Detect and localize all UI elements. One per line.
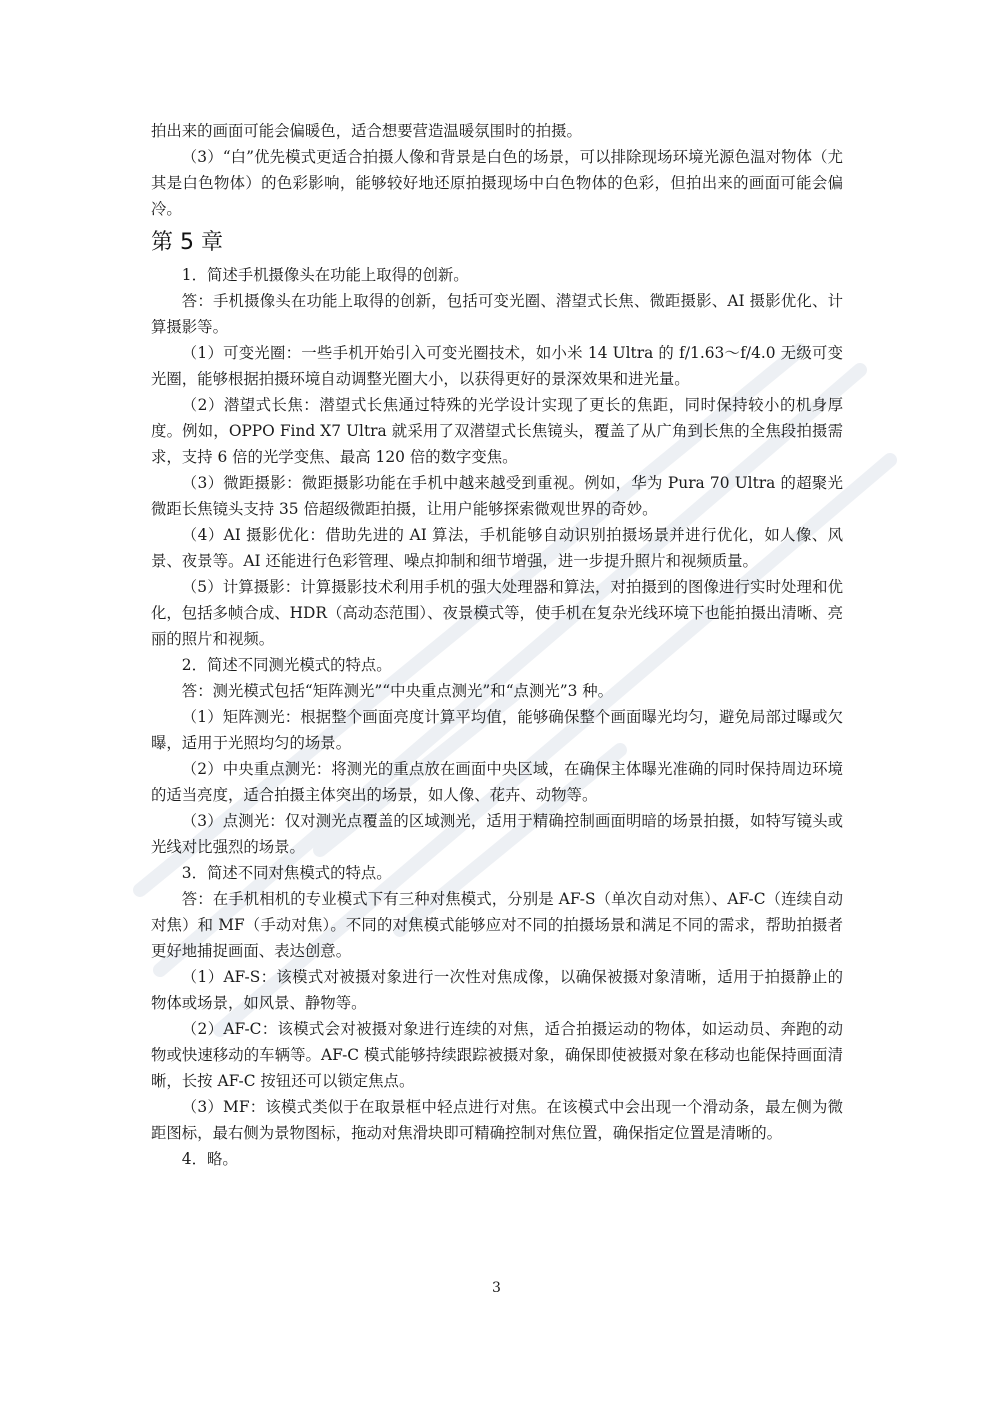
- page-number: 3: [492, 1280, 501, 1296]
- paragraph: （5）计算摄影：计算摄影技术利用手机的强大处理器和算法，对拍摄到的图像进行实时处理和优化，包括多帧合成、HDR（高动态范围）、夜景模式等，使手机在复杂光线环境下也能拍摄出清晰、亮丽的照片和视频。: [151, 578, 843, 648]
- paragraph: （3）MF：该模式类似于在取景框中轻点进行对焦。在该模式中会出现一个滑动条，最左侧为微距图标，最右侧为景物图标，拖动对焦滑块即可精确控制对焦位置，确保指定位置是清晰的。: [151, 1098, 843, 1142]
- question: 3．简述不同对焦模式的特点。: [181, 864, 392, 882]
- answer: 答：测光模式包括“矩阵测光”“中央重点测光”和“点测光”3 种。: [181, 682, 614, 700]
- question: 2．简述不同测光模式的特点。: [181, 656, 392, 674]
- answer: 答：手机摄像头在功能上取得的创新，包括可变光圈、潜望式长焦、微距摄影、AI 摄影优化、计算摄影等。: [151, 292, 843, 336]
- paragraph: （2）潜望式长焦：潜望式长焦通过特殊的光学设计实现了更长的焦距，同时保持较小的机身厚度。例如，OPPO Find X7 Ultra 就采用了双潜望式长焦镜头，覆盖了从广角到长焦的全焦段拍摄需求，支持 6 倍的光学变焦、最高 120 倍的数字变焦。: [151, 396, 843, 466]
- paragraph: （4）AI 摄影优化：借助先进的 AI 算法，手机能够自动识别拍摄场景并进行优化，如人像、风景、夜景等。AI 还能进行色彩管理、噪点抑制和细节增强，进一步提升照片和视频质量。: [151, 526, 843, 570]
- paragraph: （1）矩阵测光：根据整个画面亮度计算平均值，能够确保整个画面曝光均匀，避免局部过曝或欠曝，适用于光照均匀的场景。: [151, 708, 843, 752]
- paragraph: （3）“白”优先模式更适合拍摄人像和背景是白色的场景，可以排除现场环境光源色温对物体（尤其是白色物体）的色彩影响，能够较好地还原拍摄现场中白色物体的色彩，但拍出来的画面可能会偏冷。: [151, 148, 843, 218]
- answer: 答：在手机相机的专业模式下有三种对焦模式，分别是 AF-S（单次自动对焦）、AF-C（连续自动对焦）和 MF（手动对焦）。不同的对焦模式能够应对不同的拍摄场景和满足不同的需求，帮助拍摄者更好地捕捉画面、表达创意。: [151, 890, 843, 960]
- paragraph: （1）可变光圈：一些手机开始引入可变光圈技术，如小米 14 Ultra 的 f/1.63～f/4.0 无级可变光圈，能够根据拍摄环境自动调整光圈大小，以获得更好的景深效果和进光量。: [151, 344, 843, 388]
- paragraph: （2）AF-C：该模式会对被摄对象进行连续的对焦，适合拍摄运动的物体，如运动员、奔跑的动物或快速移动的车辆等。AF-C 模式能够持续跟踪被摄对象，确保即使被摄对象在移动也能保持画面清晰，长按 AF-C 按钮还可以锁定焦点。: [151, 1020, 843, 1090]
- question: 4．略。: [181, 1150, 238, 1168]
- paragraph: （3）点测光：仅对测光点覆盖的区域测光，适用于精确控制画面明暗的场景拍摄，如特写镜头或光线对比强烈的场景。: [151, 812, 843, 856]
- paragraph: （3）微距摄影：微距摄影功能在手机中越来越受到重视。例如，华为 Pura 70 Ultra 的超聚光微距长焦镜头支持 35 倍超级微距拍摄，让用户能够探索微观世界的奇妙。: [151, 474, 843, 518]
- page-content: [151, 118, 843, 1172]
- chapter-title: 第 5 章: [151, 230, 223, 255]
- paragraph: （2）中央重点测光：将测光的重点放在画面中央区域，在确保主体曝光准确的同时保持周边环境的适当亮度，适合拍摄主体突出的场景，如人像、花卉、动物等。: [151, 760, 843, 804]
- paragraph: （1）AF-S：该模式对被摄对象进行一次性对焦成像，以确保被摄对象清晰，适用于拍摄静止的物体或场景，如风景、静物等。: [151, 968, 843, 1012]
- question: 1．简述手机摄像头在功能上取得的创新。: [181, 266, 469, 284]
- paragraph: 拍出来的画面可能会偏暖色，适合想要营造温暖氛围时的拍摄。: [151, 122, 582, 140]
